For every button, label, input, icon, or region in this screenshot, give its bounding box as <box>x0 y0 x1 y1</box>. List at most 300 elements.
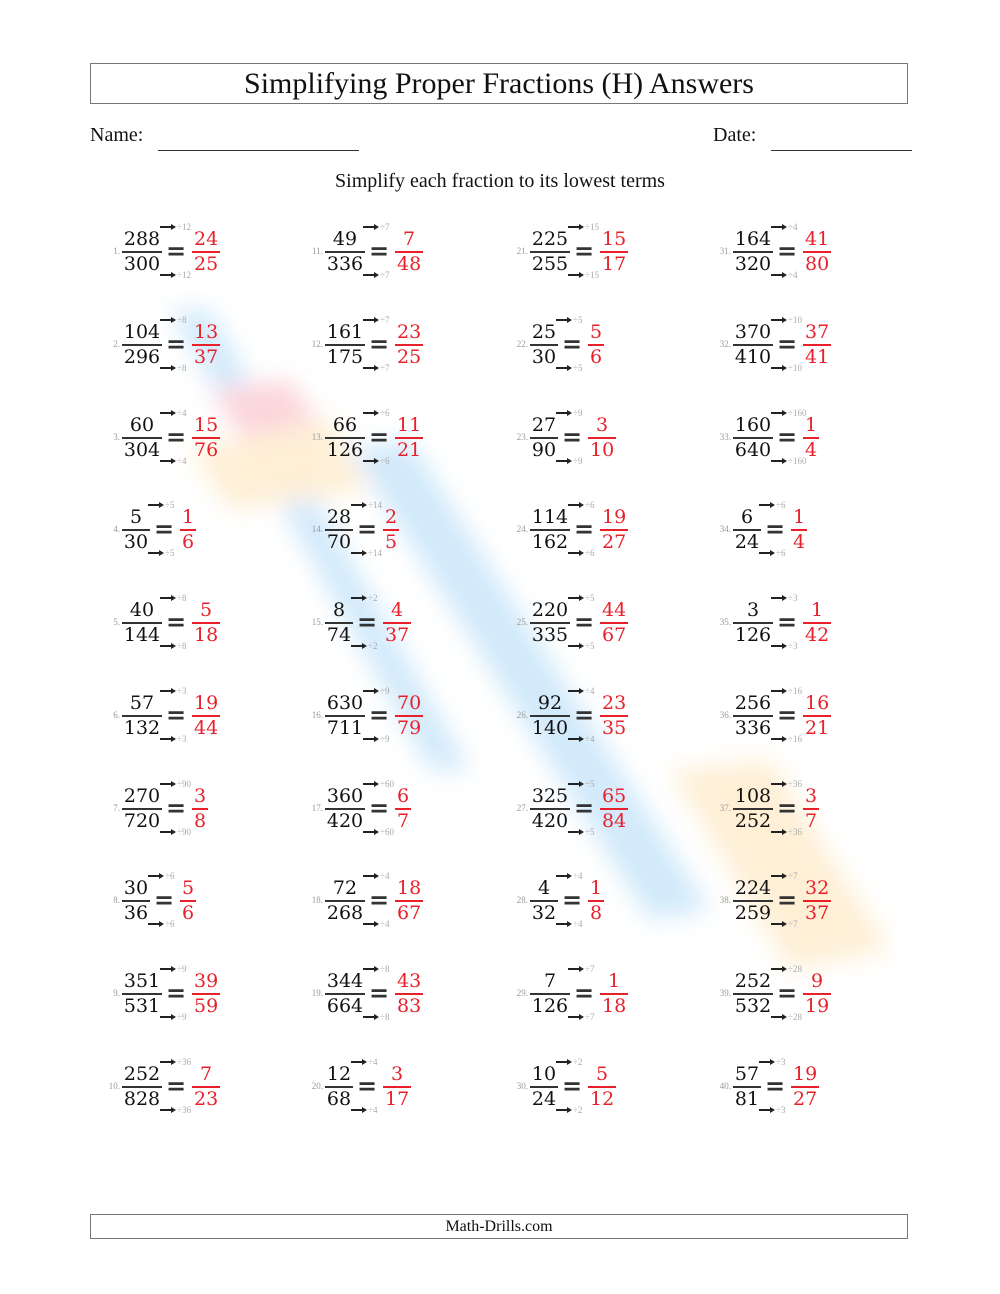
problem-item <box>100 315 300 375</box>
denominator: 664 <box>326 995 364 1017</box>
divisor-bottom <box>160 1012 186 1022</box>
numerator: 256 <box>734 692 772 714</box>
arrow-right-icon <box>363 875 377 876</box>
denominator: 70 <box>326 531 352 553</box>
divisor-label: ÷7 <box>788 871 798 881</box>
divisor-top <box>363 222 389 232</box>
divisor-top <box>771 593 797 603</box>
divisor-label: ÷3 <box>788 593 798 603</box>
denominator: 711 <box>326 717 364 739</box>
equals-sign: = <box>562 1072 583 1100</box>
denominator: 410 <box>734 346 772 368</box>
answer-denominator: 44 <box>194 717 219 739</box>
denominator: 320 <box>734 253 772 275</box>
divisor-bottom <box>160 1105 191 1115</box>
divisor-bottom <box>771 827 802 837</box>
denominator: 162 <box>531 531 569 553</box>
divisor-label: ÷8 <box>380 964 390 974</box>
divisor-bottom <box>771 641 797 651</box>
divisor-label: ÷12 <box>177 270 191 280</box>
answer-numerator: 23 <box>602 692 627 714</box>
divisor-top <box>568 593 594 603</box>
answer-fraction <box>395 321 423 369</box>
answer-denominator: 6 <box>182 902 195 924</box>
problem-number: 26. <box>516 710 528 720</box>
problem-number: 17. <box>311 803 323 813</box>
divisor-bottom <box>351 1105 377 1115</box>
equals-sign: = <box>166 423 187 451</box>
divisor-bottom <box>160 363 186 373</box>
divisor-label: ÷160 <box>788 408 807 418</box>
divisor-bottom <box>771 734 802 744</box>
divisor-top <box>771 779 802 789</box>
problem-number: 32. <box>719 339 731 349</box>
divisor-label: ÷6 <box>165 919 175 929</box>
answer-fraction <box>192 414 220 462</box>
divisor-bottom <box>556 456 582 466</box>
answer-numerator: 1 <box>805 414 818 436</box>
equals-sign: = <box>777 701 798 729</box>
problem-number: 28. <box>516 895 528 905</box>
equals-sign: = <box>574 608 595 636</box>
arrow-right-icon <box>556 1061 570 1062</box>
divisor-label: ÷28 <box>788 964 802 974</box>
denominator: 259 <box>734 902 772 924</box>
equals-sign: = <box>562 886 583 914</box>
equals-sign: = <box>166 237 187 265</box>
problem-number: 21. <box>516 246 528 256</box>
given-fraction <box>530 414 558 462</box>
arrow-right-icon <box>363 923 377 924</box>
denominator: 335 <box>531 624 569 646</box>
divisor-label: ÷16 <box>788 686 802 696</box>
answer-fraction <box>803 970 831 1018</box>
numerator: 325 <box>531 785 569 807</box>
answer-fraction <box>803 414 819 462</box>
problem-item <box>303 222 503 282</box>
divisor-label: ÷9 <box>177 1012 187 1022</box>
answer-denominator: 84 <box>602 810 627 832</box>
answer-denominator: 8 <box>194 810 207 832</box>
numerator: 92 <box>537 692 563 714</box>
divisor-bottom <box>148 548 174 558</box>
answer-numerator: 43 <box>397 970 422 992</box>
worksheet-title: Simplifying Proper Fractions (H) Answers <box>90 63 908 104</box>
divisor-label: ÷16 <box>788 734 802 744</box>
divisor-label: ÷36 <box>177 1105 191 1115</box>
arrow-right-icon <box>568 831 582 832</box>
answer-denominator: 76 <box>194 439 219 461</box>
answer-denominator: 12 <box>590 1088 615 1110</box>
equals-sign: = <box>369 330 390 358</box>
equals-sign: = <box>166 608 187 636</box>
equals-sign: = <box>562 423 583 451</box>
numerator: 57 <box>734 1063 760 1085</box>
divisor-label: ÷4 <box>788 270 798 280</box>
answer-numerator: 24 <box>194 228 219 250</box>
divisor-bottom <box>556 919 582 929</box>
problem-item <box>508 408 708 468</box>
arrow-right-icon <box>160 274 174 275</box>
answer-denominator: 17 <box>602 253 627 275</box>
problem-number: 38. <box>719 895 731 905</box>
problem-item <box>100 964 300 1024</box>
arrow-right-icon <box>568 645 582 646</box>
divisor-label: ÷6 <box>585 500 595 510</box>
denominator: 68 <box>326 1088 352 1110</box>
divisor-top <box>160 593 186 603</box>
denominator: 300 <box>123 253 161 275</box>
given-fraction <box>325 321 365 369</box>
numerator: 161 <box>326 321 364 343</box>
instructions: Simplify each fraction to its lowest terms <box>335 170 665 192</box>
arrow-right-icon <box>148 504 162 505</box>
divisor-bottom <box>556 1105 582 1115</box>
numerator: 66 <box>332 414 358 436</box>
problem-number: 30. <box>516 1081 528 1091</box>
numerator: 220 <box>531 599 569 621</box>
equals-sign: = <box>369 886 390 914</box>
divisor-top <box>363 779 394 789</box>
divisor-label: ÷5 <box>165 548 175 558</box>
problem-number: 6. <box>113 710 120 720</box>
divisor-label: ÷7 <box>585 1012 595 1022</box>
divisor-label: ÷5 <box>585 593 595 603</box>
given-fraction <box>325 877 365 925</box>
equals-sign: = <box>166 979 187 1007</box>
answer-fraction <box>600 785 628 833</box>
divisor-label: ÷60 <box>380 779 394 789</box>
arrow-right-icon <box>160 460 174 461</box>
answer-denominator: 27 <box>602 531 627 553</box>
answer-fraction <box>180 877 196 925</box>
answer-numerator: 41 <box>805 228 830 250</box>
equals-sign: = <box>369 423 390 451</box>
numerator: 252 <box>734 970 772 992</box>
given-fraction <box>733 321 773 369</box>
arrow-right-icon <box>556 923 570 924</box>
answer-denominator: 7 <box>805 810 818 832</box>
denominator: 30 <box>531 346 557 368</box>
divisor-label: ÷2 <box>368 641 378 651</box>
divisor-top <box>556 408 582 418</box>
given-fraction <box>733 228 773 276</box>
divisor-label: ÷90 <box>177 779 191 789</box>
numerator: 270 <box>123 785 161 807</box>
problem-number: 11. <box>312 246 323 256</box>
denominator: 420 <box>326 810 364 832</box>
equals-sign: = <box>574 515 595 543</box>
answer-numerator: 13 <box>194 321 219 343</box>
answer-fraction <box>383 506 399 554</box>
divisor-top <box>771 871 797 881</box>
divisor-top <box>160 1057 191 1067</box>
problem-item <box>303 964 503 1024</box>
problem-item <box>100 500 300 560</box>
denominator: 74 <box>326 624 352 646</box>
equals-sign: = <box>357 515 378 543</box>
divisor-top <box>160 686 186 696</box>
footer-brand: Math-Drills.com <box>90 1214 908 1239</box>
answer-numerator: 1 <box>590 877 603 899</box>
answer-fraction <box>803 321 831 369</box>
divisor-top <box>568 500 594 510</box>
divisor-label: ÷8 <box>177 315 187 325</box>
divisor-label: ÷6 <box>380 456 390 466</box>
answer-denominator: 4 <box>805 439 818 461</box>
answer-numerator: 65 <box>602 785 627 807</box>
answer-fraction <box>192 1063 220 1111</box>
answer-fraction <box>803 877 831 925</box>
given-fraction <box>325 599 353 647</box>
divisor-bottom <box>363 734 389 744</box>
given-fraction <box>325 970 365 1018</box>
problem-number: 3. <box>113 432 120 442</box>
denominator: 304 <box>123 439 161 461</box>
problem-item <box>711 315 911 375</box>
problem-item <box>100 408 300 468</box>
arrow-right-icon <box>771 1016 785 1017</box>
divisor-label: ÷7 <box>380 222 390 232</box>
given-fraction <box>122 970 162 1018</box>
denominator: 126 <box>734 624 772 646</box>
denominator: 531 <box>123 995 161 1017</box>
problem-item <box>303 686 503 746</box>
denominator: 336 <box>326 253 364 275</box>
equals-sign: = <box>777 886 798 914</box>
problem-item <box>711 593 911 653</box>
answer-numerator: 39 <box>194 970 219 992</box>
divisor-top <box>160 222 191 232</box>
divisor-label: ÷8 <box>380 1012 390 1022</box>
problem-item <box>303 315 503 375</box>
arrow-right-icon <box>771 367 785 368</box>
problem-number: 40. <box>719 1081 731 1091</box>
problem-number: 37. <box>719 803 731 813</box>
divisor-label: ÷4 <box>585 686 595 696</box>
problem-number: 1. <box>113 246 120 256</box>
answer-numerator: 1 <box>182 506 195 528</box>
numerator: 12 <box>326 1063 352 1085</box>
divisor-top <box>363 686 389 696</box>
divisor-top <box>771 408 806 418</box>
arrow-right-icon <box>568 968 582 969</box>
denominator: 175 <box>326 346 364 368</box>
arrow-right-icon <box>556 319 570 320</box>
numerator: 60 <box>129 414 155 436</box>
denominator: 144 <box>123 624 161 646</box>
answer-denominator: 21 <box>397 439 422 461</box>
divisor-label: ÷9 <box>573 456 583 466</box>
answer-denominator: 25 <box>397 346 422 368</box>
answer-denominator: 67 <box>602 624 627 646</box>
answer-denominator: 27 <box>793 1088 818 1110</box>
divisor-bottom <box>568 641 594 651</box>
divisor-top <box>771 222 797 232</box>
answer-numerator: 44 <box>602 599 627 621</box>
denominator: 24 <box>734 531 760 553</box>
arrow-right-icon <box>568 690 582 691</box>
divisor-label: ÷4 <box>368 1057 378 1067</box>
equals-sign: = <box>369 979 390 1007</box>
arrow-right-icon <box>148 923 162 924</box>
given-fraction <box>122 599 162 647</box>
given-fraction <box>325 1063 353 1111</box>
denominator: 32 <box>531 902 557 924</box>
answer-fraction <box>192 692 220 740</box>
divisor-bottom <box>568 270 599 280</box>
divisor-bottom <box>771 270 797 280</box>
divisor-label: ÷9 <box>177 964 187 974</box>
arrow-right-icon <box>351 504 365 505</box>
problem-item <box>303 408 503 468</box>
answer-denominator: 18 <box>194 624 219 646</box>
divisor-label: ÷2 <box>573 1057 583 1067</box>
equals-sign: = <box>562 330 583 358</box>
answer-fraction <box>791 1063 819 1111</box>
problem-number: 2. <box>113 339 120 349</box>
answer-fraction <box>803 785 819 833</box>
problem-number: 36. <box>719 710 731 720</box>
divisor-label: ÷36 <box>788 779 802 789</box>
divisor-top <box>771 686 802 696</box>
answer-denominator: 67 <box>397 902 422 924</box>
problem-item <box>100 686 300 746</box>
problem-number: 9. <box>113 988 120 998</box>
divisor-label: ÷5 <box>585 779 595 789</box>
divisor-bottom <box>160 641 186 651</box>
numerator: 288 <box>123 228 161 250</box>
problem-item <box>711 500 911 560</box>
answer-fraction <box>600 506 628 554</box>
problem-number: 7. <box>113 803 120 813</box>
divisor-top <box>160 779 191 789</box>
equals-sign: = <box>777 794 798 822</box>
answer-fraction <box>588 877 604 925</box>
divisor-bottom <box>363 456 389 466</box>
divisor-bottom <box>568 1012 594 1022</box>
given-fraction <box>122 1063 162 1111</box>
divisor-top <box>759 1057 785 1067</box>
divisor-label: ÷15 <box>585 222 599 232</box>
answer-numerator: 3 <box>194 785 207 807</box>
answer-fraction <box>791 506 807 554</box>
problem-number: 4. <box>113 524 120 534</box>
numerator: 25 <box>531 321 557 343</box>
arrow-right-icon <box>556 875 570 876</box>
given-fraction <box>122 785 162 833</box>
divisor-bottom <box>351 641 377 651</box>
answer-denominator: 83 <box>397 995 422 1017</box>
equals-sign: = <box>765 515 786 543</box>
arrow-right-icon <box>771 923 785 924</box>
problem-item <box>100 779 300 839</box>
answer-numerator: 15 <box>194 414 219 436</box>
answer-numerator: 37 <box>805 321 830 343</box>
divisor-top <box>160 315 186 325</box>
arrow-right-icon <box>148 552 162 553</box>
arrow-right-icon <box>363 831 377 832</box>
answer-fraction <box>192 785 208 833</box>
problem-item <box>100 871 300 931</box>
problem-item <box>508 1057 708 1117</box>
problem-item <box>711 779 911 839</box>
divisor-label: ÷4 <box>380 871 390 881</box>
divisor-bottom <box>160 456 186 466</box>
problem-item <box>100 593 300 653</box>
equals-sign: = <box>166 1072 187 1100</box>
answer-denominator: 37 <box>194 346 219 368</box>
arrow-right-icon <box>351 597 365 598</box>
answer-denominator: 17 <box>385 1088 410 1110</box>
problem-number: 24. <box>516 524 528 534</box>
equals-sign: = <box>777 608 798 636</box>
denominator: 126 <box>531 995 569 1017</box>
given-fraction <box>530 321 558 369</box>
given-fraction <box>122 692 162 740</box>
problem-number: 33. <box>719 432 731 442</box>
divisor-label: ÷3 <box>776 1105 786 1115</box>
divisor-top <box>556 1057 582 1067</box>
numerator: 360 <box>326 785 364 807</box>
equals-sign: = <box>777 423 798 451</box>
denominator: 126 <box>326 439 364 461</box>
equals-sign: = <box>574 237 595 265</box>
arrow-right-icon <box>771 645 785 646</box>
answer-fraction <box>192 228 220 276</box>
divisor-label: ÷28 <box>788 1012 802 1022</box>
date-label: Date: <box>713 124 757 146</box>
equals-sign: = <box>369 237 390 265</box>
name-label: Name: <box>90 124 144 146</box>
answer-numerator: 1 <box>793 506 806 528</box>
answer-fraction <box>803 228 831 276</box>
numerator: 5 <box>129 506 143 528</box>
divisor-label: ÷4 <box>177 456 187 466</box>
given-fraction <box>325 228 365 276</box>
divisor-label: ÷6 <box>776 500 786 510</box>
problem-item <box>711 222 911 282</box>
divisor-label: ÷6 <box>165 871 175 881</box>
divisor-label: ÷15 <box>585 270 599 280</box>
divisor-label: ÷36 <box>788 827 802 837</box>
denominator: 640 <box>734 439 772 461</box>
denominator: 36 <box>123 902 149 924</box>
divisor-bottom <box>771 456 806 466</box>
equals-sign: = <box>777 979 798 1007</box>
answer-denominator: 37 <box>385 624 410 646</box>
problem-item <box>303 593 503 653</box>
divisor-top <box>771 964 802 974</box>
problem-number: 20. <box>311 1081 323 1091</box>
divisor-label: ÷6 <box>380 408 390 418</box>
divisor-label: ÷7 <box>380 315 390 325</box>
equals-sign: = <box>166 330 187 358</box>
divisor-bottom <box>568 548 594 558</box>
divisor-label: ÷5 <box>573 363 583 373</box>
numerator: 40 <box>129 599 155 621</box>
divisor-top <box>568 686 594 696</box>
problem-number: 29. <box>516 988 528 998</box>
problem-number: 25. <box>516 617 528 627</box>
arrow-right-icon <box>363 1016 377 1017</box>
equals-sign: = <box>166 794 187 822</box>
denominator: 828 <box>123 1088 161 1110</box>
given-fraction <box>733 877 773 925</box>
divisor-label: ÷160 <box>788 456 807 466</box>
denominator: 255 <box>531 253 569 275</box>
divisor-top <box>160 408 186 418</box>
